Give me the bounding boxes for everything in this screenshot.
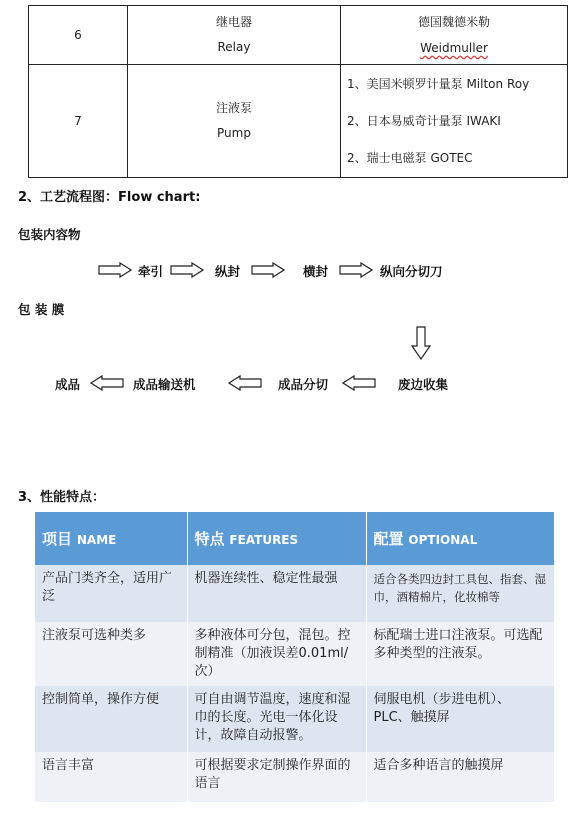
flow-step: 横封: [303, 264, 329, 279]
cell-optional: 标配瑞士进口注液泵。可选配多种类型的注液泵。: [366, 622, 554, 686]
component-name: [128, 65, 341, 178]
flow-step: 纵封: [215, 264, 241, 279]
table-row: [35, 686, 554, 752]
header-optional: 配置 OPTIONAL: [366, 512, 554, 565]
table-row: [35, 565, 554, 622]
section-heading-flow: 2、工艺流程图：Flow chart:: [18, 190, 201, 205]
table-row: [35, 752, 554, 802]
component-name: [128, 6, 341, 65]
component-brand: [341, 65, 568, 178]
cell-optional: 适合各类四边封工具包、指套、湿巾，酒精棉片，化妆棉等: [366, 565, 554, 622]
brand-item: 1、美国米顿罗计量泵 Milton Roy: [347, 76, 530, 91]
table-row: [29, 65, 568, 178]
arrow-left-icon: [342, 375, 376, 391]
arrow-down-icon: [411, 326, 431, 360]
brand-item: 2、瑞士电磁泵 GOTEC: [347, 150, 473, 165]
flow-step: 成品: [55, 377, 81, 392]
header-name: 项目 NAME: [35, 512, 187, 565]
cell-name: 控制简单，操作方便: [35, 686, 187, 752]
row-number: 6: [29, 6, 128, 65]
cell-name: 语言丰富: [35, 752, 187, 802]
cell-optional: 适合多种语言的触摸屏: [366, 752, 554, 802]
cell-feature: 机器连续性、稳定性最强: [187, 565, 366, 622]
flow-step: 废边收集: [398, 377, 449, 392]
flow-step: 牵引: [138, 264, 164, 279]
table-row: [35, 622, 554, 686]
label-packaging-film: 包 装 膜: [18, 302, 65, 317]
brand-en: Weidmuller: [420, 41, 488, 55]
component-name-cn: 继电器: [215, 15, 252, 29]
component-name-en: Pump: [217, 126, 251, 140]
arrow-right-icon: [339, 262, 373, 278]
arrow-left-icon: [228, 375, 262, 391]
component-table: [28, 5, 568, 178]
cell-feature: 可自由调节温度，速度和湿巾的长度。光电一体化设计，故障自动报警。: [187, 686, 366, 752]
arrow-right-icon: [170, 262, 204, 278]
cell-feature: 多种液体可分包，混包。控制精准（加液误差0.01ml/次）: [187, 622, 366, 686]
component-brand: [341, 6, 568, 65]
header-features: 特点 FEATURES: [187, 512, 366, 565]
table-header-row: [35, 512, 554, 565]
row-number: 7: [29, 65, 128, 178]
features-table: [35, 512, 554, 802]
cell-optional: 伺服电机（步进电机）、PLC、触摸屏: [366, 686, 554, 752]
label-packaging-content: 包装内容物: [18, 227, 81, 242]
arrow-left-icon: [90, 375, 124, 391]
flow-step: 成品分切: [278, 377, 329, 392]
brand-item: 2、日本易威奇计量泵 IWAKI: [347, 113, 501, 128]
brand-cn: 德国魏德米勒: [417, 15, 490, 29]
arrow-right-icon: [98, 262, 132, 278]
section-heading-features: 3、性能特点：: [18, 490, 106, 505]
cell-feature: 可根据要求定制操作界面的语言: [187, 752, 366, 802]
component-name-cn: 注液泵: [215, 101, 252, 115]
cell-name: 产品门类齐全，适用广泛: [35, 565, 187, 622]
arrow-right-icon: [251, 262, 285, 278]
table-row: [29, 6, 568, 65]
flow-step: 纵向分切刀: [380, 264, 443, 279]
component-name-en: Relay: [217, 40, 251, 54]
cell-name: 注液泵可选种类多: [35, 622, 187, 686]
flow-step: 成品输送机: [133, 377, 196, 392]
